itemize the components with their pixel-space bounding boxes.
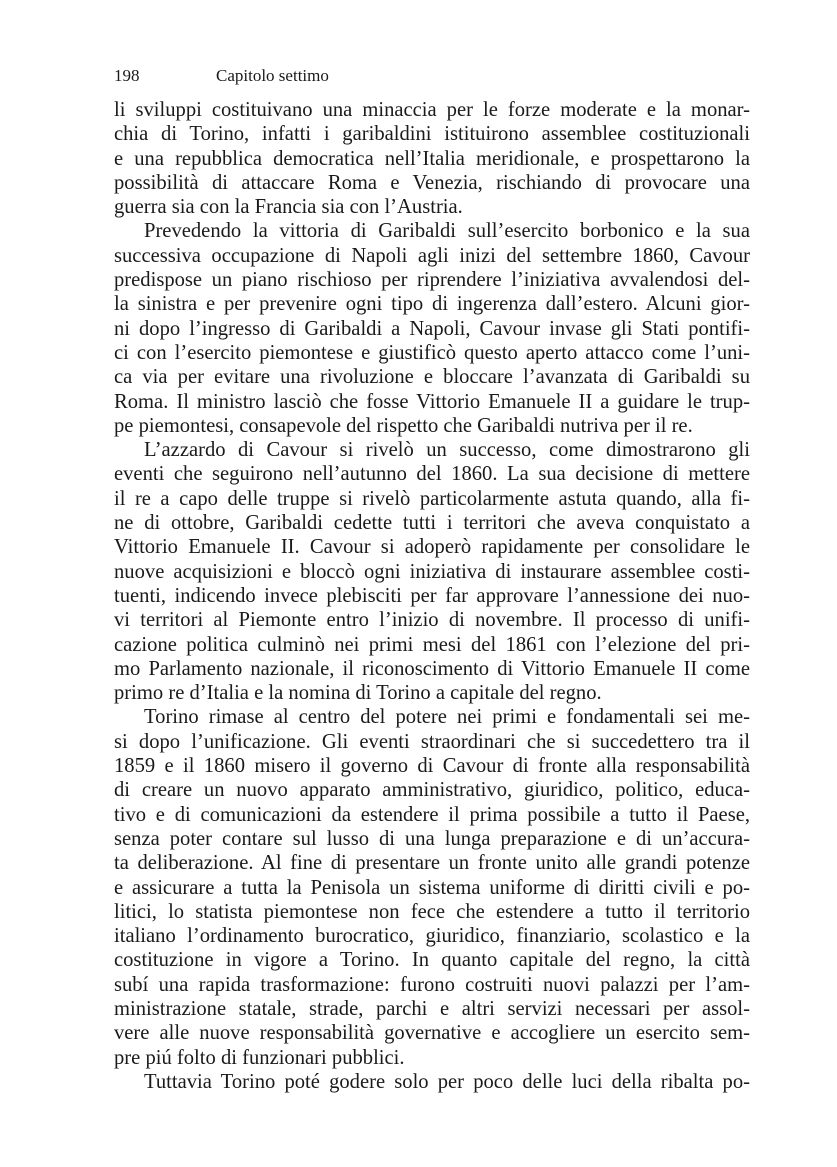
chapter-title: Capitolo settimo: [216, 66, 329, 85]
text-line: tuenti, indicendo invece plebisciti per far approvare l’annessione dei nuo-: [114, 584, 750, 607]
text-line: litici, lo statista piemontese non fece che estendere a tutto il territorio: [114, 900, 750, 923]
text-line: si dopo l’unificazione. Gli eventi straordinari che si succedettero tra il: [114, 730, 750, 753]
text-line: guerra sia con la Francia sia con l’Austria.: [114, 196, 463, 219]
text-line: il re a capo delle truppe si rivelò particolarmente astuta quando, alla fi-: [114, 487, 750, 510]
text-line: la sinistra e per prevenire ogni tipo di ingerenza dall’estero. Alcuni gior-: [114, 293, 750, 316]
text-line: italiano l’ordinamento burocratico, giuridico, finanziario, scolastico e la: [114, 925, 750, 948]
text-line: vere alle nuove responsabilità governative e accogliere un esercito sem-: [114, 1022, 750, 1045]
text-line: costituzione in vigore a Torino. In quanto capitale del regno, la città: [114, 949, 750, 972]
body-text: [114, 98, 750, 1094]
text-line: di creare un nuovo apparato amministrativo, giuridico, politico, educa-: [114, 779, 750, 802]
text-line: ne di ottobre, Garibaldi cedette tutti i territori che aveva conquistato a: [114, 512, 750, 535]
text-line: L’azzardo di Cavour si rivelò un successo, come dimostrarono gli: [144, 439, 750, 462]
text-line: ca via per evitare una rivoluzione e bloccare l’avanzata di Garibaldi su: [114, 366, 750, 389]
text-line: senza poter contare sul lusso di una lunga preparazione e di un’accura-: [114, 827, 750, 850]
text-line: vi territori al Piemonte entro l’inizio di novembre. Il processo di unifi-: [114, 609, 750, 632]
text-line: li sviluppi costituivano una minaccia per le forze moderate e la monar-: [114, 99, 750, 121]
text-line: pre piú folto di funzionari pubblici.: [114, 1046, 405, 1069]
text-line: e una repubblica democratica nell’Italia meridionale, e prospettarono la: [114, 147, 750, 170]
text-line: successiva occupazione di Napoli agli inizi del settembre 1860, Cavour: [114, 244, 750, 267]
text-line: chia di Torino, infatti i garibaldini istituirono assemblee costituzionali: [114, 123, 750, 146]
text-line: tivo e di comunicazioni da estendere il prima possibile a tutto il Paese,: [114, 803, 750, 826]
text-line: Tuttavia Torino poté godere solo per poco delle luci della ribalta po-: [144, 1070, 750, 1093]
text-line: cazione politica culminò nei primi mesi del 1861 con l’elezione del pri-: [114, 633, 750, 656]
text-line: predispose un piano rischioso per riprendere l’iniziativa avvalendosi del-: [114, 269, 750, 292]
text-line: eventi che seguirono nell’autunno del 1860. La sua decisione di mettere: [114, 463, 750, 486]
text-line: possibilità di attaccare Roma e Venezia, rischiando di provocare una: [114, 171, 750, 194]
text-line: Torino rimase al centro del potere nei primi e fondamentali sei me-: [144, 706, 750, 729]
running-header: [114, 66, 329, 86]
text-line: Roma. Il ministro lasciò che fosse Vittorio Emanuele II a guidare le trup-: [114, 390, 750, 413]
text-line: Vittorio Emanuele II. Cavour si adoperò rapidamente per consolidare le: [114, 536, 750, 559]
text-line: 1859 e il 1860 misero il governo di Cavour di fronte alla responsabilità: [114, 755, 750, 778]
text-line: pe piemontesi, consapevole del rispetto che Garibaldi nutriva per il re.: [114, 414, 693, 437]
text-line: ministrazione statale, strade, parchi e altri servizi necessari per assol-: [114, 997, 750, 1020]
text-line: mo Parlamento nazionale, il riconoscimento di Vittorio Emanuele II come: [114, 657, 750, 680]
text-line: ni dopo l’ingresso di Garibaldi a Napoli, Cavour invase gli Stati pontifi-: [114, 317, 750, 340]
text-line: ta deliberazione. Al fine di presentare un fronte unito alle grandi potenze: [114, 852, 750, 875]
text-line: subí una rapida trasformazione: furono costruiti nuovi palazzi per l’am-: [114, 973, 750, 996]
text-line: ci con l’esercito piemontese e giustificò questo aperto attacco come l’uni-: [114, 341, 750, 364]
page-number: 198: [114, 66, 140, 85]
text-line: Prevedendo la vittoria di Garibaldi sull’esercito borbonico e la sua: [144, 220, 750, 243]
text-line: e assicurare a tutta la Penisola un sistema uniforme di diritti civili e po-: [114, 876, 750, 899]
text-line: nuove acquisizioni e bloccò ogni iniziativa di instaurare assemblee costi-: [114, 560, 750, 583]
text-line: primo re d’Italia e la nomina di Torino a capitale del regno.: [114, 682, 602, 705]
